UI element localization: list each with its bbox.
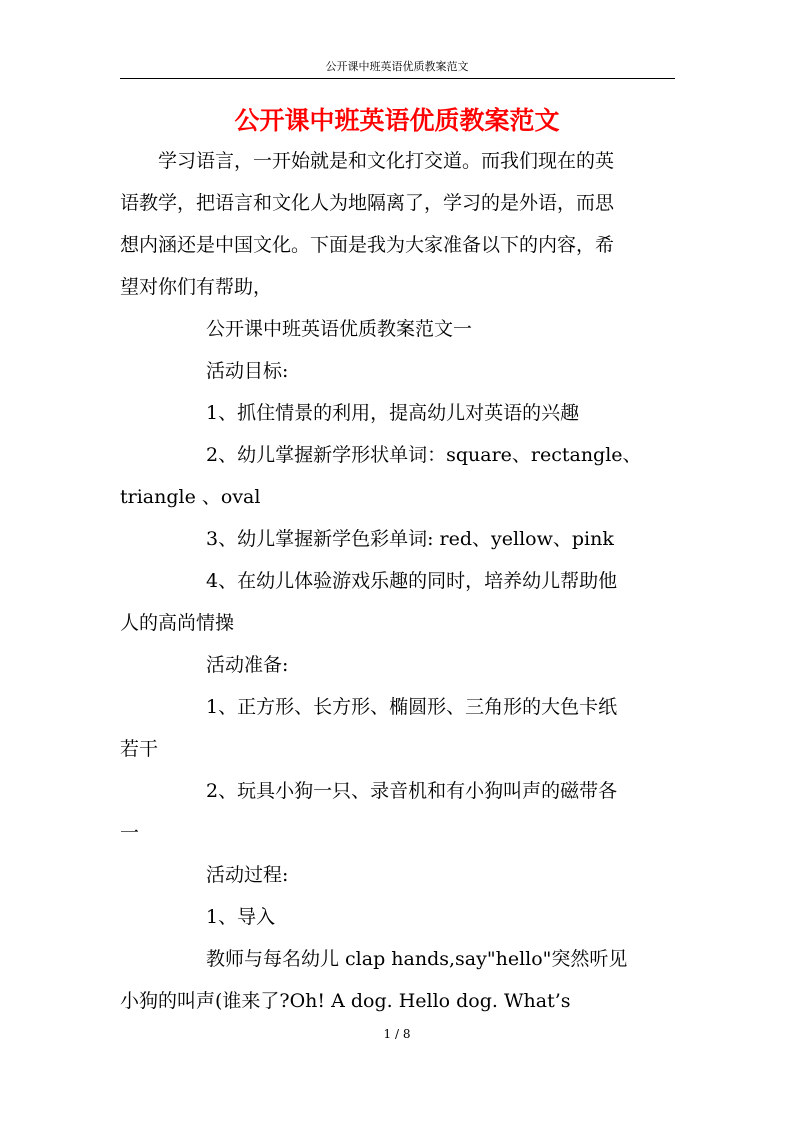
document-title: 公开课中班英语优质教案范文 [234,106,560,135]
goal-item-4-line-1: 4、在幼儿体验游戏乐趣的同时，培养幼儿帮助他 [206,570,618,592]
prep-item-2-line-2: 一 [120,822,140,844]
intro-line-1: 学习语言，一开始就是和文化打交道。而我们现在的英 [120,150,615,172]
goal-item-1: 1、抓住情景的利用，提高幼儿对英语的兴趣 [206,402,580,424]
goal-item-4-line-2: 人的高尚情操 [120,612,235,634]
prep-item-2-line-1: 2、玩具小狗一只、录音机和有小狗叫声的磁带各 [206,780,618,802]
goal-item-2-line-2: triangle 、oval [120,486,261,508]
activity-prep-heading: 活动准备: [206,654,289,676]
running-header: 公开课中班英语优质教案范文 [325,60,469,73]
section-title: 公开课中班英语优质教案范文一 [206,318,473,340]
intro-line-4: 望对你们有帮助， [120,276,273,298]
intro-line-2: 语教学，把语言和文化人为地隔离了，学习的是外语，而思 [120,192,615,214]
prep-item-1-line-2: 若干 [120,738,159,760]
goal-item-3: 3、幼儿掌握新学色彩单词: red、yellow、pink [206,528,614,550]
activity-goals-heading: 活动目标: [206,360,289,382]
process-step-1-text-line-2: 小狗的叫声(谁来了?Oh! A dog. Hello dog. What’s [120,990,571,1012]
activity-process-heading: 活动过程: [206,864,289,886]
header-divider [120,78,675,79]
page-number: 1 / 8 [383,1027,411,1041]
prep-item-1-line-1: 1、正方形、长方形、椭圆形、三角形的大色卡纸 [206,696,618,718]
intro-line-3: 想内涵还是中国文化。下面是我为大家准备以下的内容，希 [120,234,615,256]
process-step-1-text-line-1: 教师与每名幼儿 clap hands,say"hello"突然听见 [206,948,628,970]
goal-item-2-line-1: 2、幼儿掌握新学形状单词：square、rectangle、 [206,444,642,466]
process-step-1: 1、导入 [206,906,276,928]
